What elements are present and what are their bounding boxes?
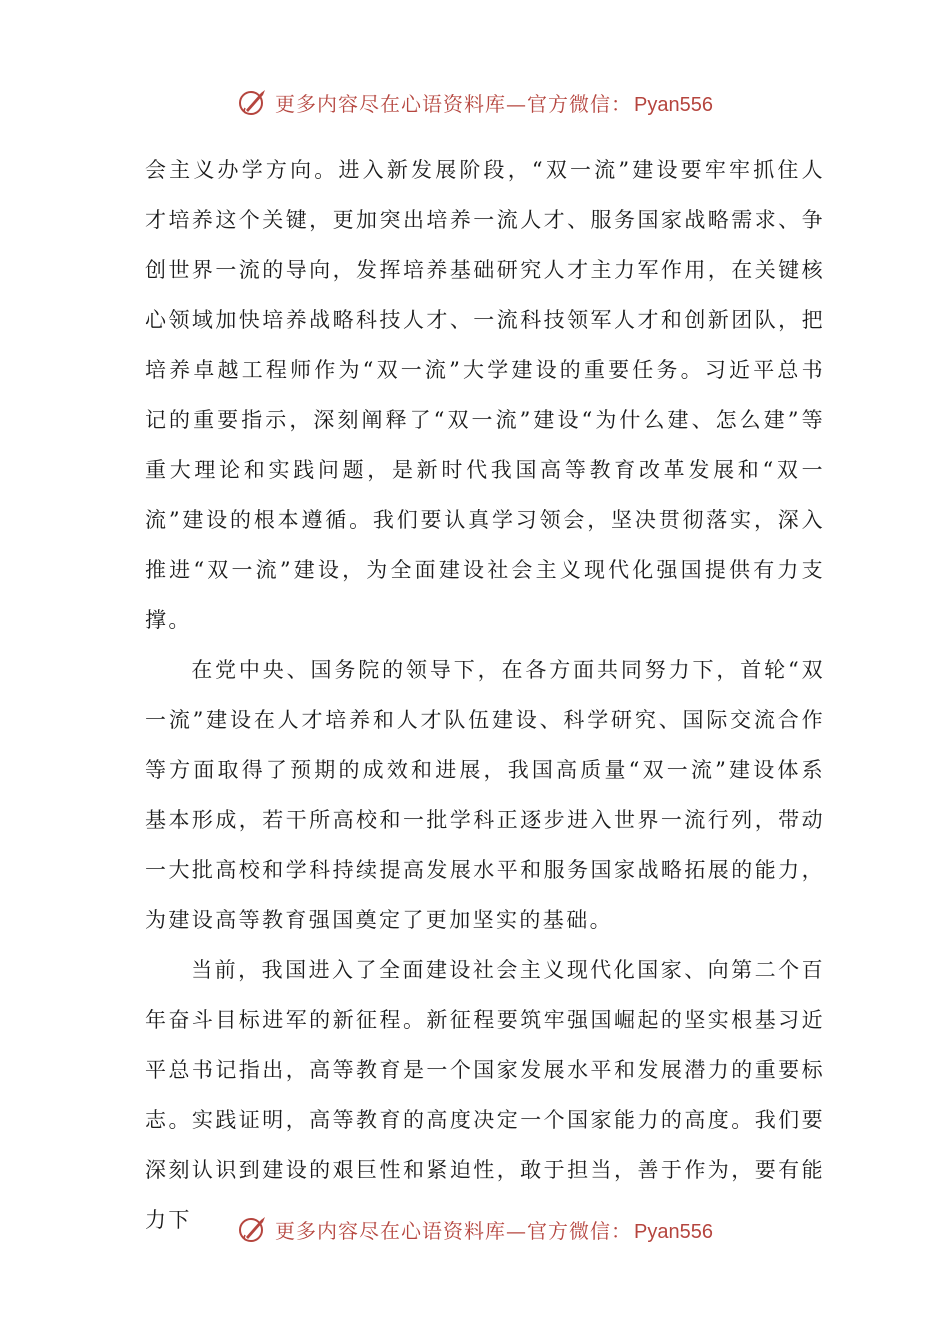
- paragraph: 会主义办学方向。进入新发展阶段，“双一流”建设要牢牢抓住人才培养这个关键，更加突出培养一流人才、服务国家战略需求、争创世界一流的导向，发挥培养基础研究人才主力军作用，在关键核心领域加快培养战略科技人才、一流科技领军人才和创新团队，把培养卓越工程师作为“双一流”大学建设的重要任务。习近平总书记的重要指示，深刻阐释了“双一流”建设“为什么建、怎么建”等重大理论和实践问题，是新时代我国高等教育改革发展和“双一流”建设的根本遵循。我们要认真学习领会，坚决贯彻落实，深入推进“双一流”建设，为全面建设社会主义现代化强国提供有力支撑。: [145, 158, 825, 632]
- header-watermark: [0, 82, 950, 122]
- paragraph: 当前，我国进入了全面建设社会主义现代化国家、向第二个百年奋斗目标进军的新征程。新征程要筑牢强国崛起的坚实根基习近平总书记指出，高等教育是一个国家发展水平和发展潜力的重要标志。实践证明，高等教育的高度决定一个国家能力的高度。我们要深刻认识到建设的艰巨性和紧迫性，敢于担当，善于作为，要有能力下: [145, 958, 825, 1232]
- watermark-text: 更多内容尽在心语资料库—官方微信： Pyan556: [275, 1218, 713, 1243]
- article-body: [145, 145, 825, 1245]
- paragraph: 在党中央、国务院的领导下，在各方面共同努力下，首轮“双一流”建设在人才培养和人才队伍建设、科学研究、国际交流合作等方面取得了预期的成效和进展，我国高质量“双一流”建设体系基本形成，若干所高校和一批学科正逐步进入世界一流行列，带动一大批高校和学科持续提高发展水平和服务国家战略拓展的能力，为建设高等教育强国奠定了更加坚实的基础。: [145, 658, 825, 932]
- watermark-text: 更多内容尽在心语资料库—官方微信： Pyan556: [275, 91, 713, 116]
- footer-watermark: [0, 1209, 950, 1249]
- quill-logo-icon: [237, 86, 269, 118]
- quill-logo-icon: [237, 1213, 269, 1245]
